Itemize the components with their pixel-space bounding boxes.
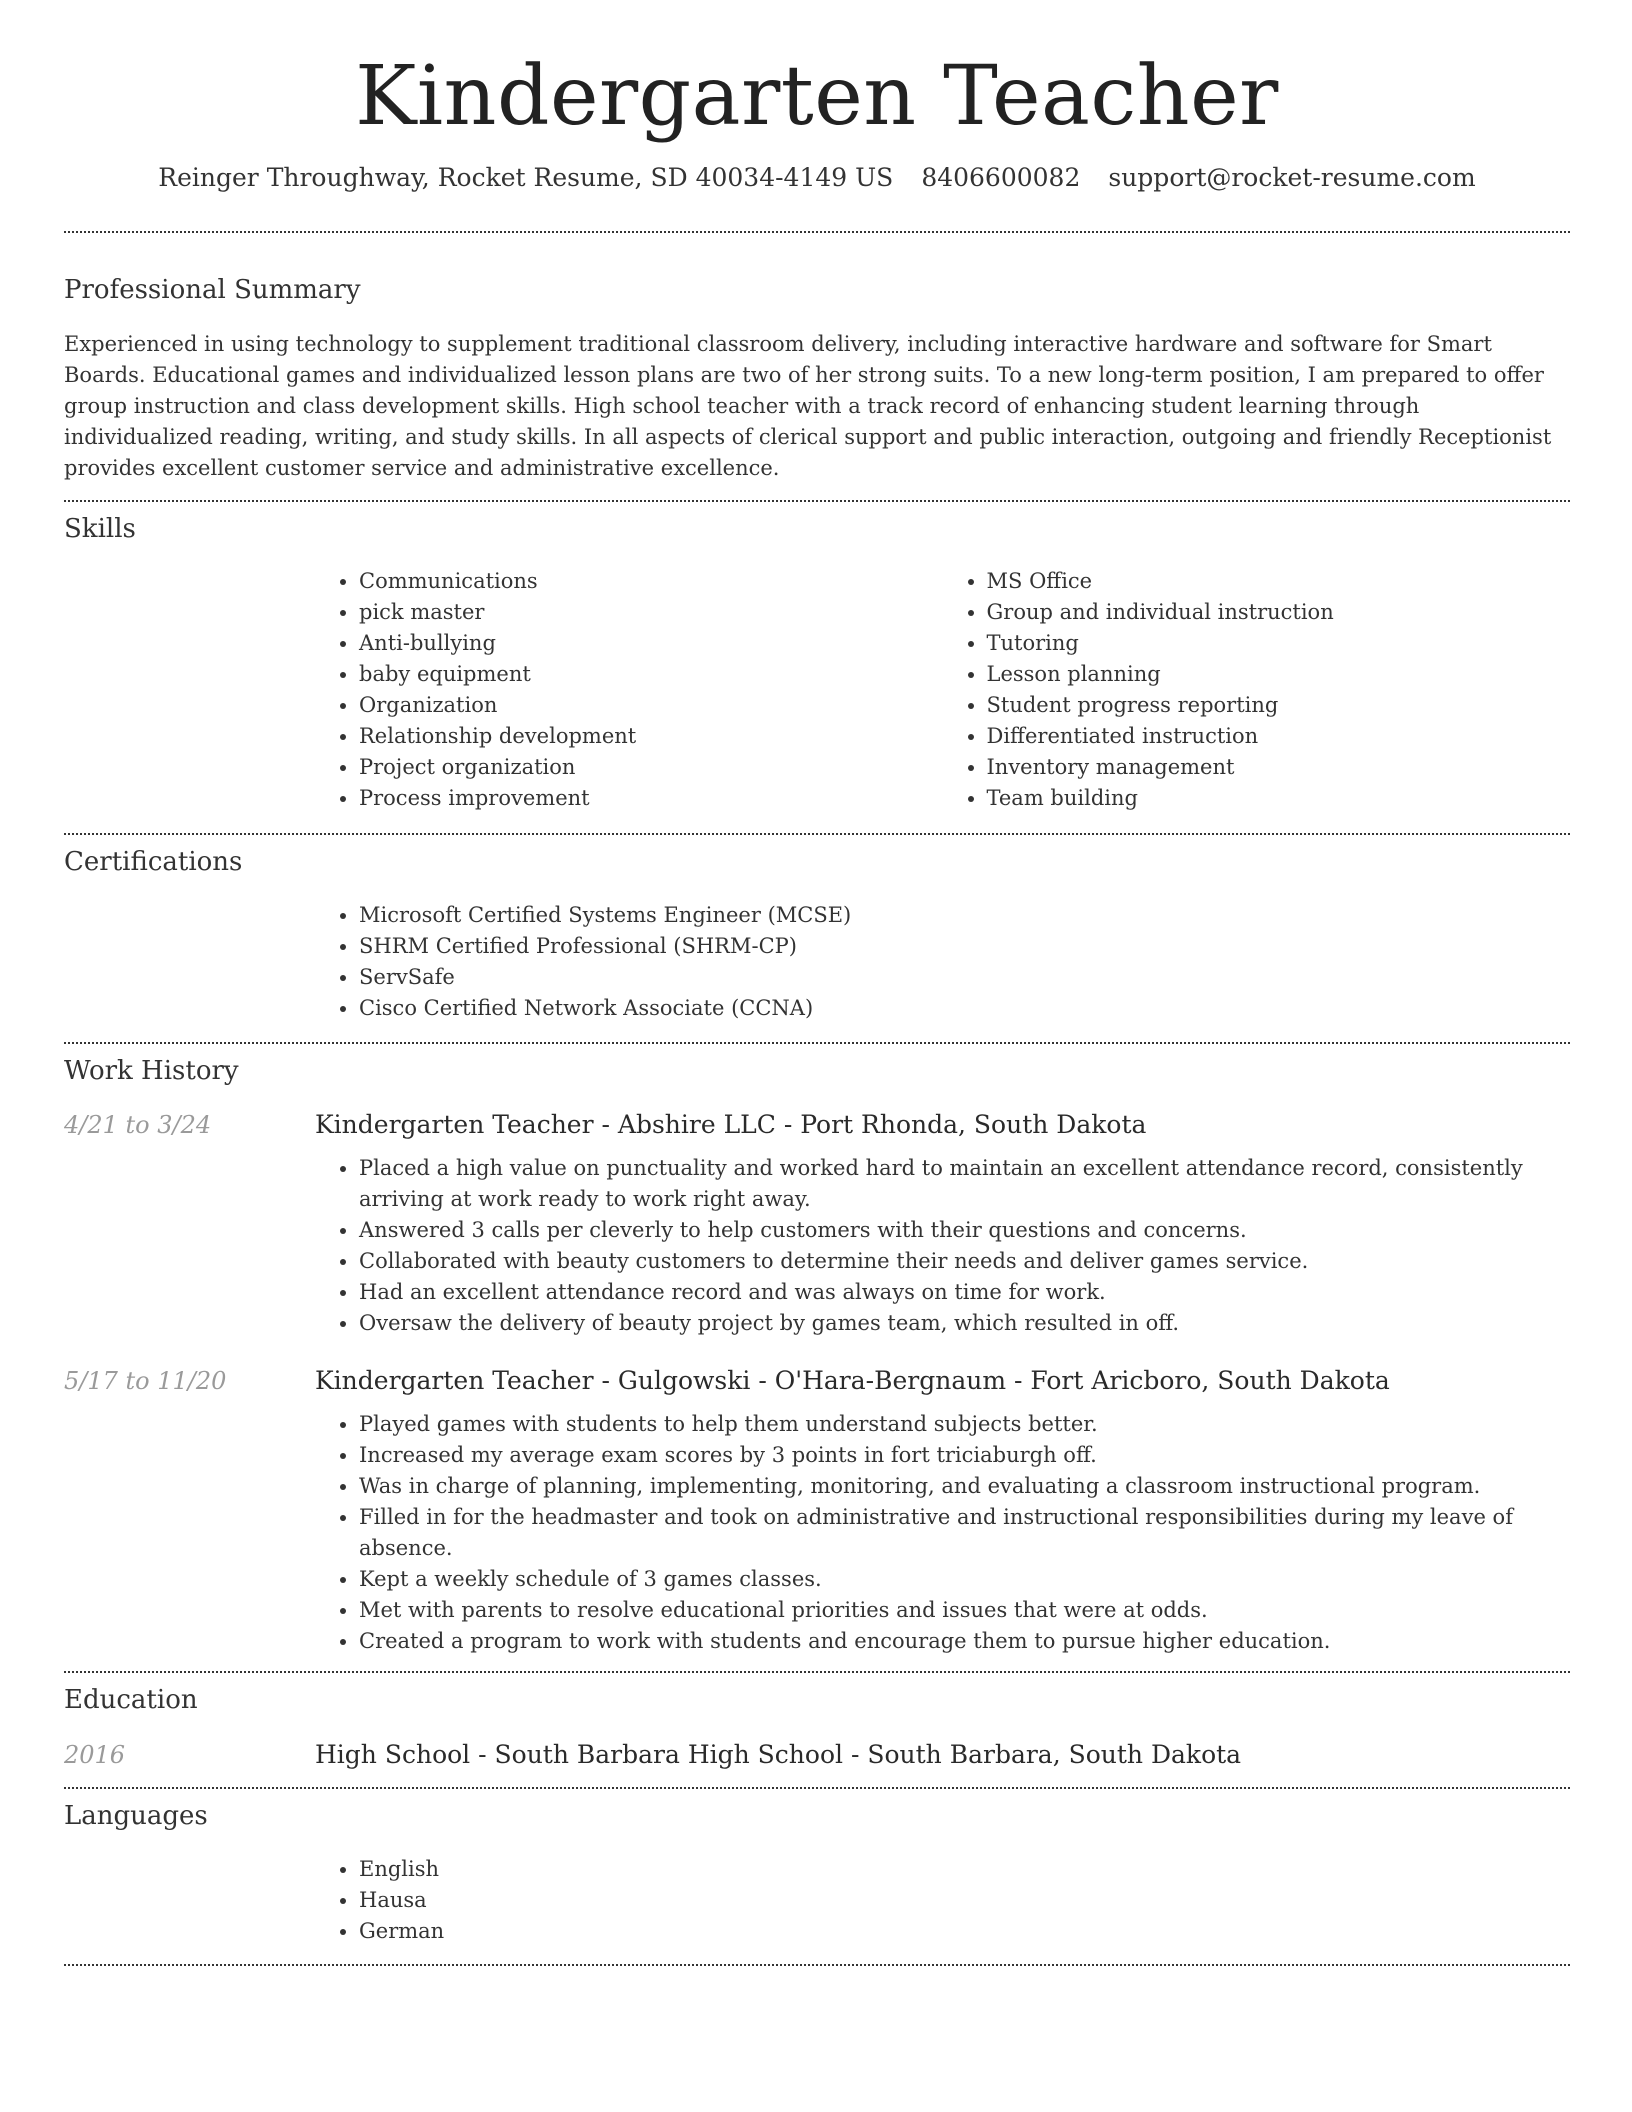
list-item: • Organization: [359, 690, 943, 721]
list-item: • Differentiated instruction: [987, 721, 1571, 752]
list-item: • SHRM Certified Professional (SHRM-CP): [359, 931, 1570, 962]
list-item: • Group and individual instruction: [987, 597, 1571, 628]
list-item: • Hausa: [359, 1885, 1570, 1916]
languages-section: [64, 1801, 1570, 1947]
list-item: • Relationship development: [359, 721, 943, 752]
certifications-list: [315, 900, 1570, 1024]
list-item: • Had an excellent attendance record and was always on time for work.: [359, 1277, 1570, 1308]
education-title: Education: [64, 1684, 198, 1715]
divider: [64, 231, 1570, 233]
list-item: • Tutoring: [987, 628, 1571, 659]
skills-title: Skills: [64, 513, 136, 544]
skills-columns: [315, 566, 1570, 814]
summary-section: [64, 275, 1570, 484]
education-entry: [64, 1740, 1570, 1769]
resume-name: Kindergarten Teacher: [355, 49, 1279, 144]
list-item: • Anti-bullying: [359, 628, 943, 659]
job-heading: Kindergarten Teacher - Gulgowski - O'Hara-Bergnaum - Fort Aricboro, South Dakota: [315, 1365, 1390, 1395]
list-item: • Lesson planning: [987, 659, 1571, 690]
job-header: [64, 1366, 1570, 1395]
job-bullets: [315, 1153, 1570, 1339]
list-item: • Increased my average exam scores by 3 points in fort triciaburgh off.: [359, 1440, 1570, 1471]
divider: [64, 1671, 1570, 1673]
job-bullets: [315, 1409, 1570, 1657]
list-item: • Oversaw the delivery of beauty project by games team, which resulted in off.: [359, 1308, 1570, 1339]
divider: [64, 833, 1570, 835]
summary-text: Experienced in using technology to supplement traditional classroom delivery, including interactive hardware and software for Smart Boards. Educational games and individualized lesson plans are two of her strong suits. To a new long-term position, I am prepared to offer group instruction and class development skills. High school teacher with a track record of enhancing student learning through individualized reading, writing, and study skills. In all aspects of clerical support and public interaction, outgoing and friendly Receptionist provides excellent customer service and administrative excellence.: [64, 331, 1552, 480]
certifications-title: Certifications: [64, 847, 243, 878]
contact-email: support@rocket-resume.com: [1108, 163, 1476, 193]
job-dates: 5/17 to 11/20: [64, 1366, 227, 1395]
job-header: [64, 1110, 1570, 1139]
list-item: • English: [359, 1854, 1570, 1885]
divider: [64, 1042, 1570, 1044]
skills-list-left: [315, 566, 943, 814]
divider: [64, 1964, 1570, 1966]
list-item: • Answered 3 calls per cleverly to help customers with their questions and concerns.: [359, 1215, 1570, 1246]
education-section: [64, 1685, 1570, 1769]
languages-title: Languages: [64, 1800, 208, 1831]
contact-address: Reinger Throughway, Rocket Resume, SD 40034-4149 US: [158, 163, 894, 193]
job-heading: Kindergarten Teacher - Abshire LLC - Port Rhonda, South Dakota: [315, 1109, 1147, 1139]
skills-list-right: [943, 566, 1571, 814]
list-item: • Microsoft Certified Systems Engineer (MCSE): [359, 900, 1570, 931]
work-section: [64, 1056, 1570, 1656]
job-entry: [64, 1110, 1570, 1339]
list-item: • Met with parents to resolve educational priorities and issues that were at odds.: [359, 1595, 1570, 1626]
list-item: • pick master: [359, 597, 943, 628]
list-item: • ServSafe: [359, 962, 1570, 993]
contact-line: [64, 162, 1570, 195]
work-title: Work History: [64, 1056, 239, 1087]
certifications-section: [64, 847, 1570, 1024]
list-item: • Inventory management: [987, 752, 1571, 783]
list-item: • Cisco Certified Network Associate (CCNA): [359, 993, 1570, 1024]
job-entry: [64, 1366, 1570, 1657]
languages-list: [315, 1854, 1570, 1947]
list-item: • Communications: [359, 566, 943, 597]
list-item: • Project organization: [359, 752, 943, 783]
list-item: • Process improvement: [359, 783, 943, 814]
summary-title: Professional Summary: [64, 274, 361, 305]
list-item: • Created a program to work with students and encourage them to pursue higher education.: [359, 1626, 1570, 1657]
list-item: • Student progress reporting: [987, 690, 1571, 721]
education-heading: High School - South Barbara High School - South Barbara, South Dakota: [315, 1739, 1242, 1769]
skills-section: [64, 514, 1570, 814]
list-item: • Collaborated with beauty customers to determine their needs and deliver games service.: [359, 1246, 1570, 1277]
list-item: • MS Office: [987, 566, 1571, 597]
job-dates: 4/21 to 3/24: [64, 1110, 212, 1139]
education-dates: 2016: [64, 1740, 126, 1769]
list-item: • Kept a weekly schedule of 3 games classes.: [359, 1564, 1570, 1595]
list-item: • Played games with students to help them understand subjects better.: [359, 1409, 1570, 1440]
resume-page: [64, 0, 1570, 1966]
divider: [64, 1787, 1570, 1789]
list-item: • baby equipment: [359, 659, 943, 690]
divider: [64, 500, 1570, 502]
list-item: • Placed a high value on punctuality and worked hard to maintain an excellent attendance record, consistently arriving at work ready to work right away.: [359, 1153, 1570, 1215]
list-item: • German: [359, 1916, 1570, 1947]
list-item: • Team building: [987, 783, 1571, 814]
list-item: • Filled in for the headmaster and took on administrative and instructional responsibilities during my leave of absence.: [359, 1502, 1570, 1564]
list-item: • Was in charge of planning, implementing, monitoring, and evaluating a classroom instructional program.: [359, 1471, 1570, 1502]
contact-phone: 8406600082: [921, 163, 1081, 193]
